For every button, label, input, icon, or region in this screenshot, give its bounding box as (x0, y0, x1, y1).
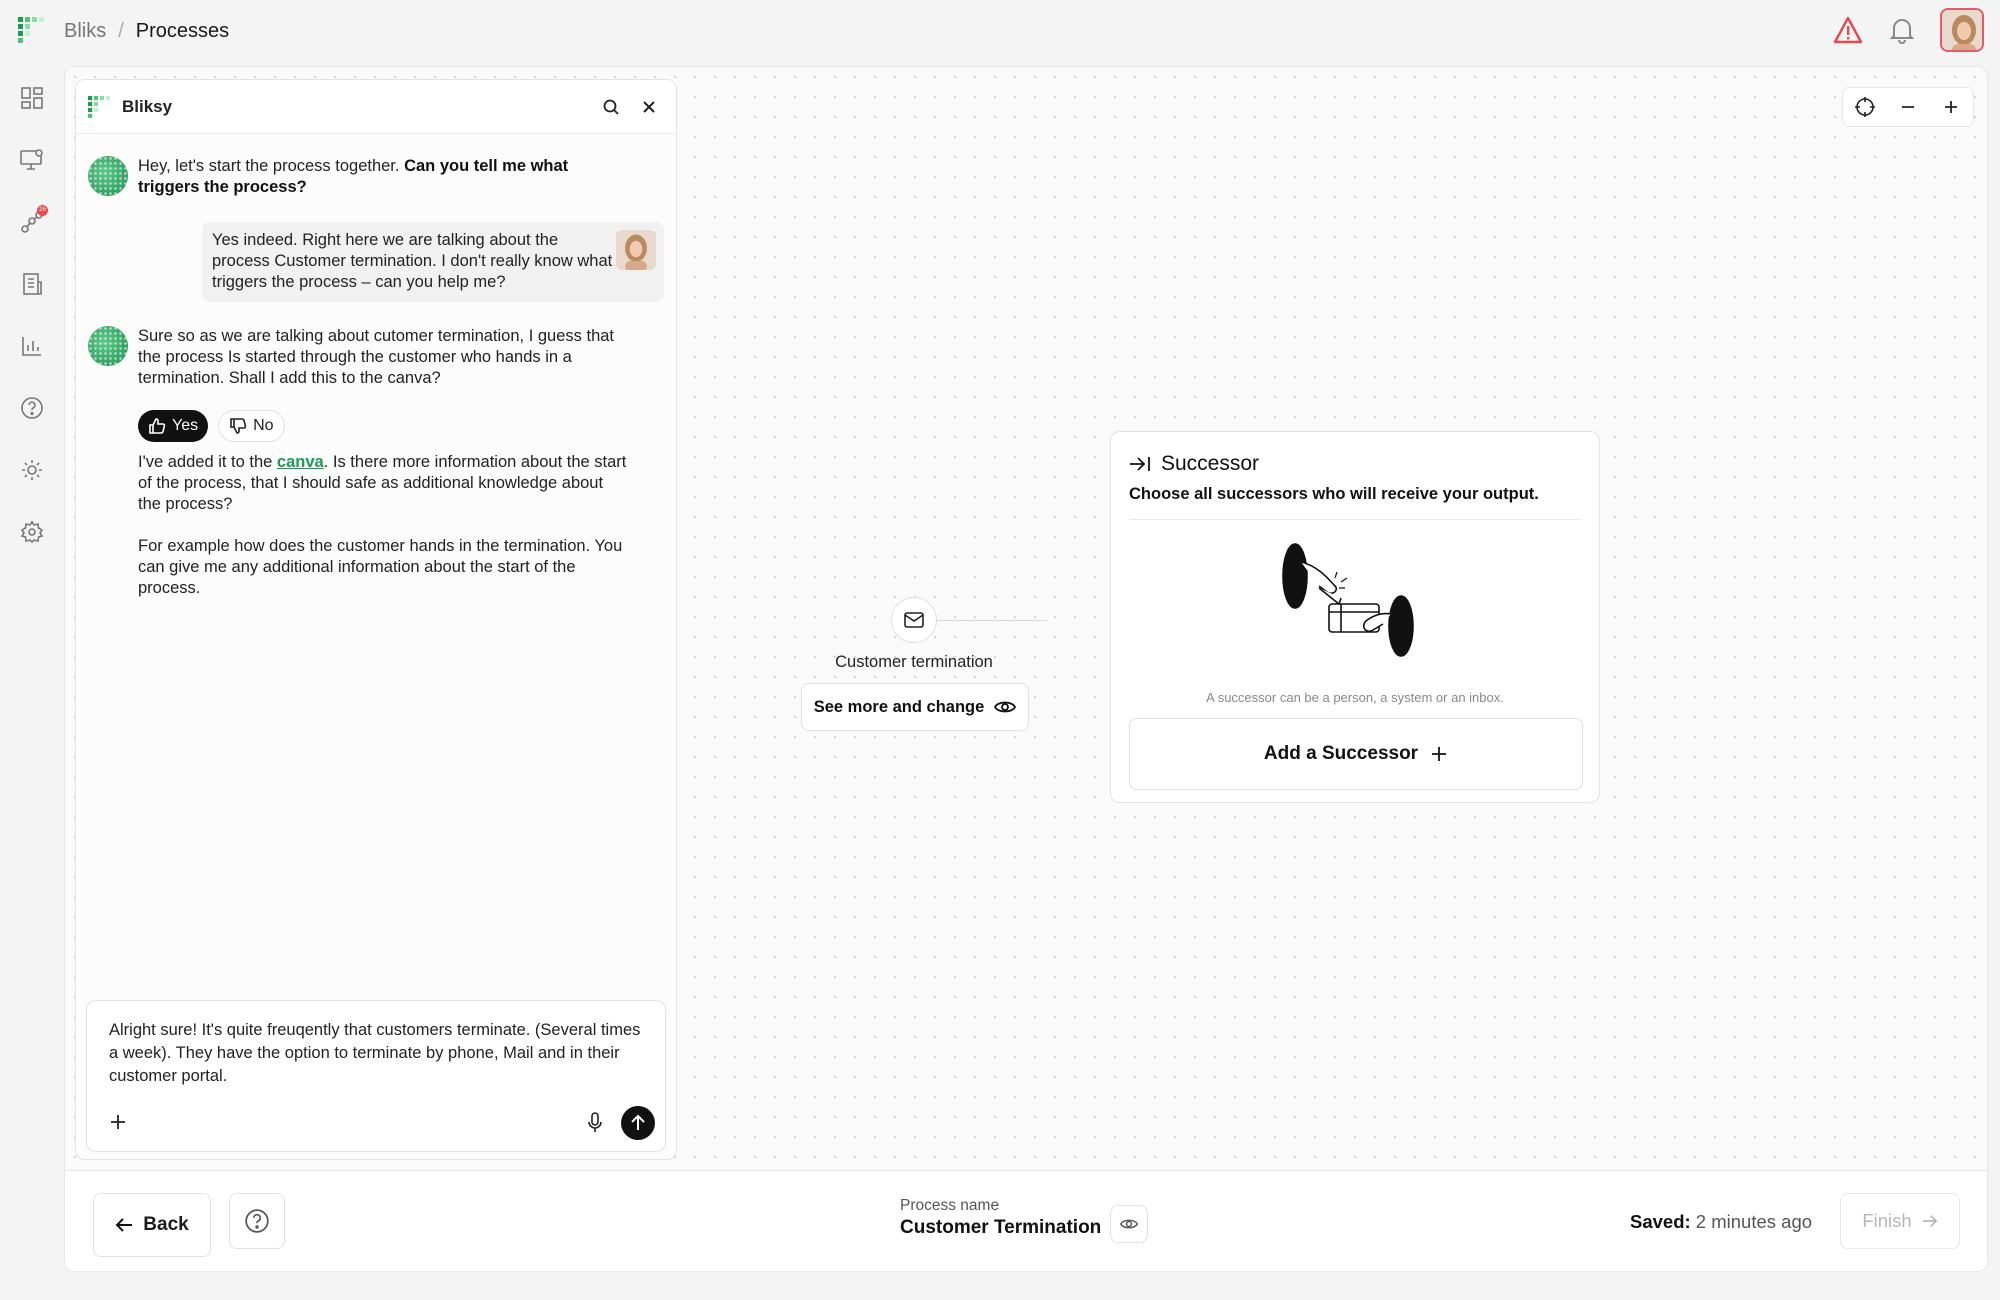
arrow-right-to-line-icon (1129, 455, 1151, 473)
chart-icon[interactable] (18, 332, 46, 360)
bot-avatar (88, 326, 128, 366)
no-button[interactable] (218, 410, 284, 442)
breadcrumb-current: Processes (135, 20, 230, 42)
question-circle-icon (244, 1208, 270, 1234)
back-label: Back (143, 1214, 189, 1235)
bliksy-logo-icon (88, 96, 110, 118)
node-label: Customer termination (835, 653, 993, 671)
process-canvas[interactable] (65, 67, 1988, 1170)
plus-icon (1430, 745, 1448, 763)
processes-icon[interactable] (18, 208, 46, 236)
monitor-icon[interactable] (18, 146, 46, 174)
node-connector (937, 620, 1047, 621)
breadcrumb-separator: / (118, 20, 124, 42)
bot-message-text: Sure so as we are talking about cutomer termination, I guess that the process Is started through the customer who hands in a termination. Shall I add this to the canva? (138, 327, 615, 387)
chat-header (76, 80, 676, 134)
bot-message-3 (138, 452, 628, 515)
chat-composer[interactable] (86, 1000, 666, 1152)
breadcrumb-root[interactable]: Bliks (64, 20, 107, 42)
notification-badge: 26 (37, 205, 48, 216)
process-name-value: Customer Termination (900, 1217, 1102, 1238)
saved-status (1630, 1211, 1812, 1233)
thumbs-up-icon (148, 417, 166, 435)
bot-message-1 (88, 156, 618, 198)
microphone-icon[interactable] (581, 1109, 609, 1137)
top-actions (1832, 8, 1984, 52)
user-message-text: Yes indeed. Right here we are talking about the process Customer termination. I don't really know what triggers the process – can you help me? (212, 231, 613, 291)
process-name-label: Process name (900, 1197, 1000, 1214)
dashboard-icon[interactable] (18, 84, 46, 112)
back-button[interactable] (93, 1193, 211, 1257)
eye-icon (994, 699, 1016, 715)
successor-subtitle: Choose all successors who will receive your output. (1129, 485, 1539, 503)
successor-hint: A successor can be a person, a system or an inbox. (1206, 690, 1504, 705)
left-rail (0, 64, 64, 1264)
successor-title-text: Successor (1161, 452, 1260, 475)
user-message (202, 222, 664, 302)
msg3-before: I've added it to the (138, 453, 277, 471)
chat-title: Bliksy (122, 96, 173, 116)
zoom-out-icon[interactable] (1893, 92, 1923, 122)
arrow-up-icon (630, 1114, 646, 1132)
process-name-eye-button[interactable] (1110, 1205, 1148, 1243)
attach-plus-icon[interactable] (105, 1109, 131, 1135)
user-avatar[interactable] (1940, 8, 1984, 52)
building-icon[interactable] (18, 270, 46, 298)
arrow-right-icon (1922, 1214, 1938, 1228)
no-label: No (253, 417, 274, 434)
bot-avatar (88, 156, 128, 196)
successor-divider (1129, 519, 1581, 520)
process-name (900, 1197, 1101, 1239)
warning-icon[interactable] (1832, 14, 1864, 46)
yes-button[interactable] (138, 410, 208, 442)
successor-title (1129, 452, 1259, 476)
bot-message-2 (88, 326, 618, 389)
zoom-in-icon[interactable] (1936, 92, 1966, 122)
finish-label: Finish (1862, 1210, 1912, 1231)
thumbs-down-icon (229, 417, 247, 435)
main-frame (64, 66, 1988, 1272)
arrow-left-icon (115, 1217, 133, 1233)
see-more-label: See more and change (813, 697, 985, 716)
successor-card (1110, 431, 1600, 803)
bot-message-text (138, 156, 618, 198)
canva-link[interactable]: canva (276, 453, 324, 471)
bot-message-4: For example how does the customer hands in the termination. You can give me any additional information about the start of the process. (138, 537, 623, 597)
user-message-avatar (616, 230, 656, 270)
chat-panel (75, 79, 677, 1160)
bell-icon[interactable] (1886, 14, 1918, 46)
eye-icon (1120, 1217, 1138, 1231)
cog-icon[interactable] (18, 518, 46, 546)
saved-label: Saved: (1630, 1211, 1691, 1232)
feedback-buttons (138, 410, 285, 442)
bot-message-plain: Hey, let's start the process together. (138, 157, 405, 175)
yes-label: Yes (172, 417, 199, 434)
footer-bar (65, 1170, 1988, 1272)
top-bar (0, 0, 2000, 64)
search-icon[interactable] (596, 92, 626, 122)
zoom-controls (1842, 87, 1974, 127)
help-button[interactable] (229, 1193, 285, 1249)
help-icon[interactable] (18, 394, 46, 422)
breadcrumb (64, 20, 229, 43)
see-more-and-change-button[interactable] (801, 683, 1029, 731)
composer-input[interactable]: Alright sure! It's quite freuqently that customers terminate. (Several times a week). They have the option to terminate by phone, Mail and in their customer portal. (109, 1021, 641, 1085)
recenter-crosshair-icon[interactable] (1850, 92, 1880, 122)
handover-illustration-icon (1279, 542, 1419, 662)
add-successor-label: Add a Successor (1263, 743, 1419, 764)
settings-gear-icon[interactable] (18, 456, 46, 484)
send-button[interactable] (621, 1106, 655, 1140)
saved-value: 2 minutes ago (1690, 1211, 1813, 1232)
finish-button[interactable] (1840, 1193, 1960, 1249)
mail-node-icon[interactable] (891, 597, 937, 643)
bot-message-bold: Can you tell me what triggers the process? (138, 157, 569, 196)
close-icon[interactable] (634, 92, 664, 122)
msg3-after: . Is there more information about the start of the process, that I should safe as additional knowledge about the process? (138, 453, 627, 513)
bliks-logo-icon[interactable] (18, 17, 44, 43)
add-successor-button[interactable] (1129, 718, 1583, 790)
